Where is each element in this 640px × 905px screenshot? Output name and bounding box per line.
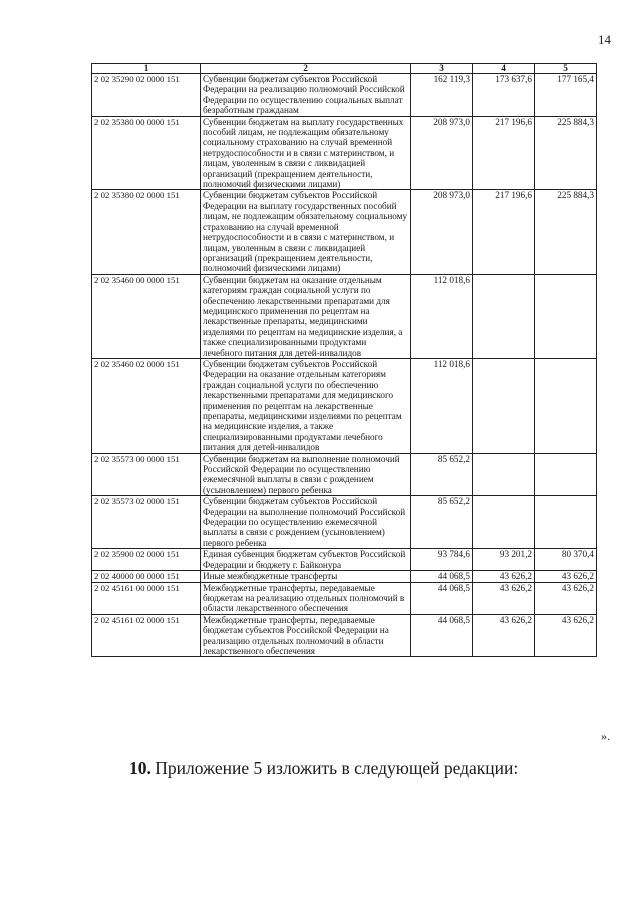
value-cell-col4 xyxy=(473,496,535,549)
budget-table xyxy=(91,63,597,657)
column-header-1: 1 xyxy=(92,64,201,74)
table-row xyxy=(92,358,597,453)
value-cell-col5: 177 165,4 xyxy=(535,74,597,117)
value-cell-col5 xyxy=(535,496,597,549)
value-cell-col5 xyxy=(535,358,597,453)
value-cell-col5 xyxy=(535,453,597,496)
table-row xyxy=(92,453,597,496)
value-cell-col3: 44 068,5 xyxy=(411,571,473,582)
value-cell-col4 xyxy=(473,358,535,453)
table-row xyxy=(92,582,597,614)
header-row xyxy=(92,64,597,74)
column-header-4: 4 xyxy=(473,64,535,74)
table-body xyxy=(92,74,597,657)
table-row xyxy=(92,614,597,657)
value-cell-col4: 43 626,2 xyxy=(473,571,535,582)
value-cell-col4: 93 201,2 xyxy=(473,549,535,571)
code-cell: 2 02 35460 00 0000 151 xyxy=(92,274,201,358)
name-cell: Субвенции бюджетам субъектов Российской Федерации на реализацию полномочий Российской Федерации по осуществлению социальных выплат безработным гражданам xyxy=(201,74,411,117)
name-cell: Межбюджетные трансферты, передаваемые бюджетам на реализацию отдельных полномочий в области лекарственного обеспечения xyxy=(201,582,411,614)
value-cell-col5: 80 370,4 xyxy=(535,549,597,571)
table-header xyxy=(92,64,597,74)
value-cell-col4 xyxy=(473,274,535,358)
value-cell-col5: 225 884,3 xyxy=(535,190,597,274)
value-cell-col4: 43 626,2 xyxy=(473,614,535,657)
value-cell-col3: 112 018,6 xyxy=(411,358,473,453)
code-cell: 2 02 35573 02 0000 151 xyxy=(92,496,201,549)
value-cell-col3: 162 119,3 xyxy=(411,74,473,117)
code-cell: 2 02 45161 00 0000 151 xyxy=(92,582,201,614)
instruction-number: 10. xyxy=(129,758,151,778)
table-row xyxy=(92,74,597,117)
value-cell-col5: 225 884,3 xyxy=(535,116,597,190)
table-row xyxy=(92,571,597,582)
name-cell: Единая субвенция бюджетам субъектов Российской Федерации и бюджету г. Байконура xyxy=(201,549,411,571)
value-cell-col3: 44 068,5 xyxy=(411,582,473,614)
value-cell-col3: 85 652,2 xyxy=(411,453,473,496)
name-cell: Субвенции бюджетам на выполнение полномочий Российской Федерации по осуществлению ежемесячной выплаты в связи с рождением (усыновлением) первого ребенка xyxy=(201,453,411,496)
code-cell: 2 02 35290 02 0000 151 xyxy=(92,74,201,117)
table-row xyxy=(92,496,597,549)
value-cell-col4: 43 626,2 xyxy=(473,582,535,614)
name-cell: Субвенции бюджетам субъектов Российской Федерации на оказание отдельным категориям граждан социальной услуги по обеспечению лекарственными препаратами для медицинского применения по рецептам на лекарственные препараты, медицинскими изделиями по рецептам на медицинские изделия, а также специализированными продуктами лечебного питания для детей-инвалидов xyxy=(201,358,411,453)
name-cell: Иные межбюджетные трансферты xyxy=(201,571,411,582)
value-cell-col5: 43 626,2 xyxy=(535,571,597,582)
value-cell-col4: 217 196,6 xyxy=(473,190,535,274)
code-cell: 2 02 35900 02 0000 151 xyxy=(92,549,201,571)
value-cell-col3: 112 018,6 xyxy=(411,274,473,358)
value-cell-col5: 43 626,2 xyxy=(535,582,597,614)
value-cell-col3: 93 784,6 xyxy=(411,549,473,571)
value-cell-col4 xyxy=(473,453,535,496)
name-cell: Субвенции бюджетам на оказание отдельным категориям граждан социальной услуги по обеспечению лекарственными препаратами для медицинского применения по рецептам на лекарственные препараты, медицинскими изделиями по рецептам на медицинские изделия, а также специализированными продуктами лечебного питания для детей-инвалидов xyxy=(201,274,411,358)
name-cell: Субвенции бюджетам на выплату государственных пособий лицам, не подлежащим обязательному социальному страхованию на случай временной нетрудоспособности и в связи с материнством, и лицам, уволенным в связи с ликвидацией организаций (прекращением деятельности, полномочий физическими лицами) xyxy=(201,116,411,190)
table-row xyxy=(92,116,597,190)
column-header-2: 2 xyxy=(201,64,411,74)
value-cell-col3: 85 652,2 xyxy=(411,496,473,549)
table-row xyxy=(92,549,597,571)
name-cell: Субвенции бюджетам субъектов Российской Федерации на выплату государственных пособий лицам, не подлежащим обязательному социальному страхованию на случай временной нетрудоспособности и в связи с материнством, и лицам, уволенным в связи с ликвидацией организаций (прекращением деятельности, полномочий физическими лицами) xyxy=(201,190,411,274)
code-cell: 2 02 35380 02 0000 151 xyxy=(92,190,201,274)
code-cell: 2 02 35573 00 0000 151 xyxy=(92,453,201,496)
value-cell-col5: 43 626,2 xyxy=(535,614,597,657)
value-cell-col5 xyxy=(535,274,597,358)
code-cell: 2 02 35380 00 0000 151 xyxy=(92,116,201,190)
code-cell: 2 02 40000 00 0000 151 xyxy=(92,571,201,582)
value-cell-col3: 208 973,0 xyxy=(411,116,473,190)
table-row xyxy=(92,274,597,358)
instruction-paragraph xyxy=(129,758,518,779)
instruction-text: Приложение 5 изложить в следующей редакции: xyxy=(150,758,519,778)
column-header-5: 5 xyxy=(535,64,597,74)
code-cell: 2 02 45161 02 0000 151 xyxy=(92,614,201,657)
value-cell-col4: 173 637,6 xyxy=(473,74,535,117)
table-row xyxy=(92,190,597,274)
closing-quote: ». xyxy=(601,729,610,743)
value-cell-col4: 217 196,6 xyxy=(473,116,535,190)
name-cell: Межбюджетные трансферты, передаваемые бюджетам субъектов Российской Федерации на реализацию отдельных полномочий в области лекарственного обеспечения xyxy=(201,614,411,657)
page-number: 14 xyxy=(598,32,611,47)
name-cell: Субвенции бюджетам субъектов Российской Федерации на выполнение полномочий Российской Федерации по осуществлению ежемесячной выплаты в связи с рождением (усыновлением) первого ребенка xyxy=(201,496,411,549)
value-cell-col3: 208 973,0 xyxy=(411,190,473,274)
code-cell: 2 02 35460 02 0000 151 xyxy=(92,358,201,453)
value-cell-col3: 44 068,5 xyxy=(411,614,473,657)
column-header-3: 3 xyxy=(411,64,473,74)
